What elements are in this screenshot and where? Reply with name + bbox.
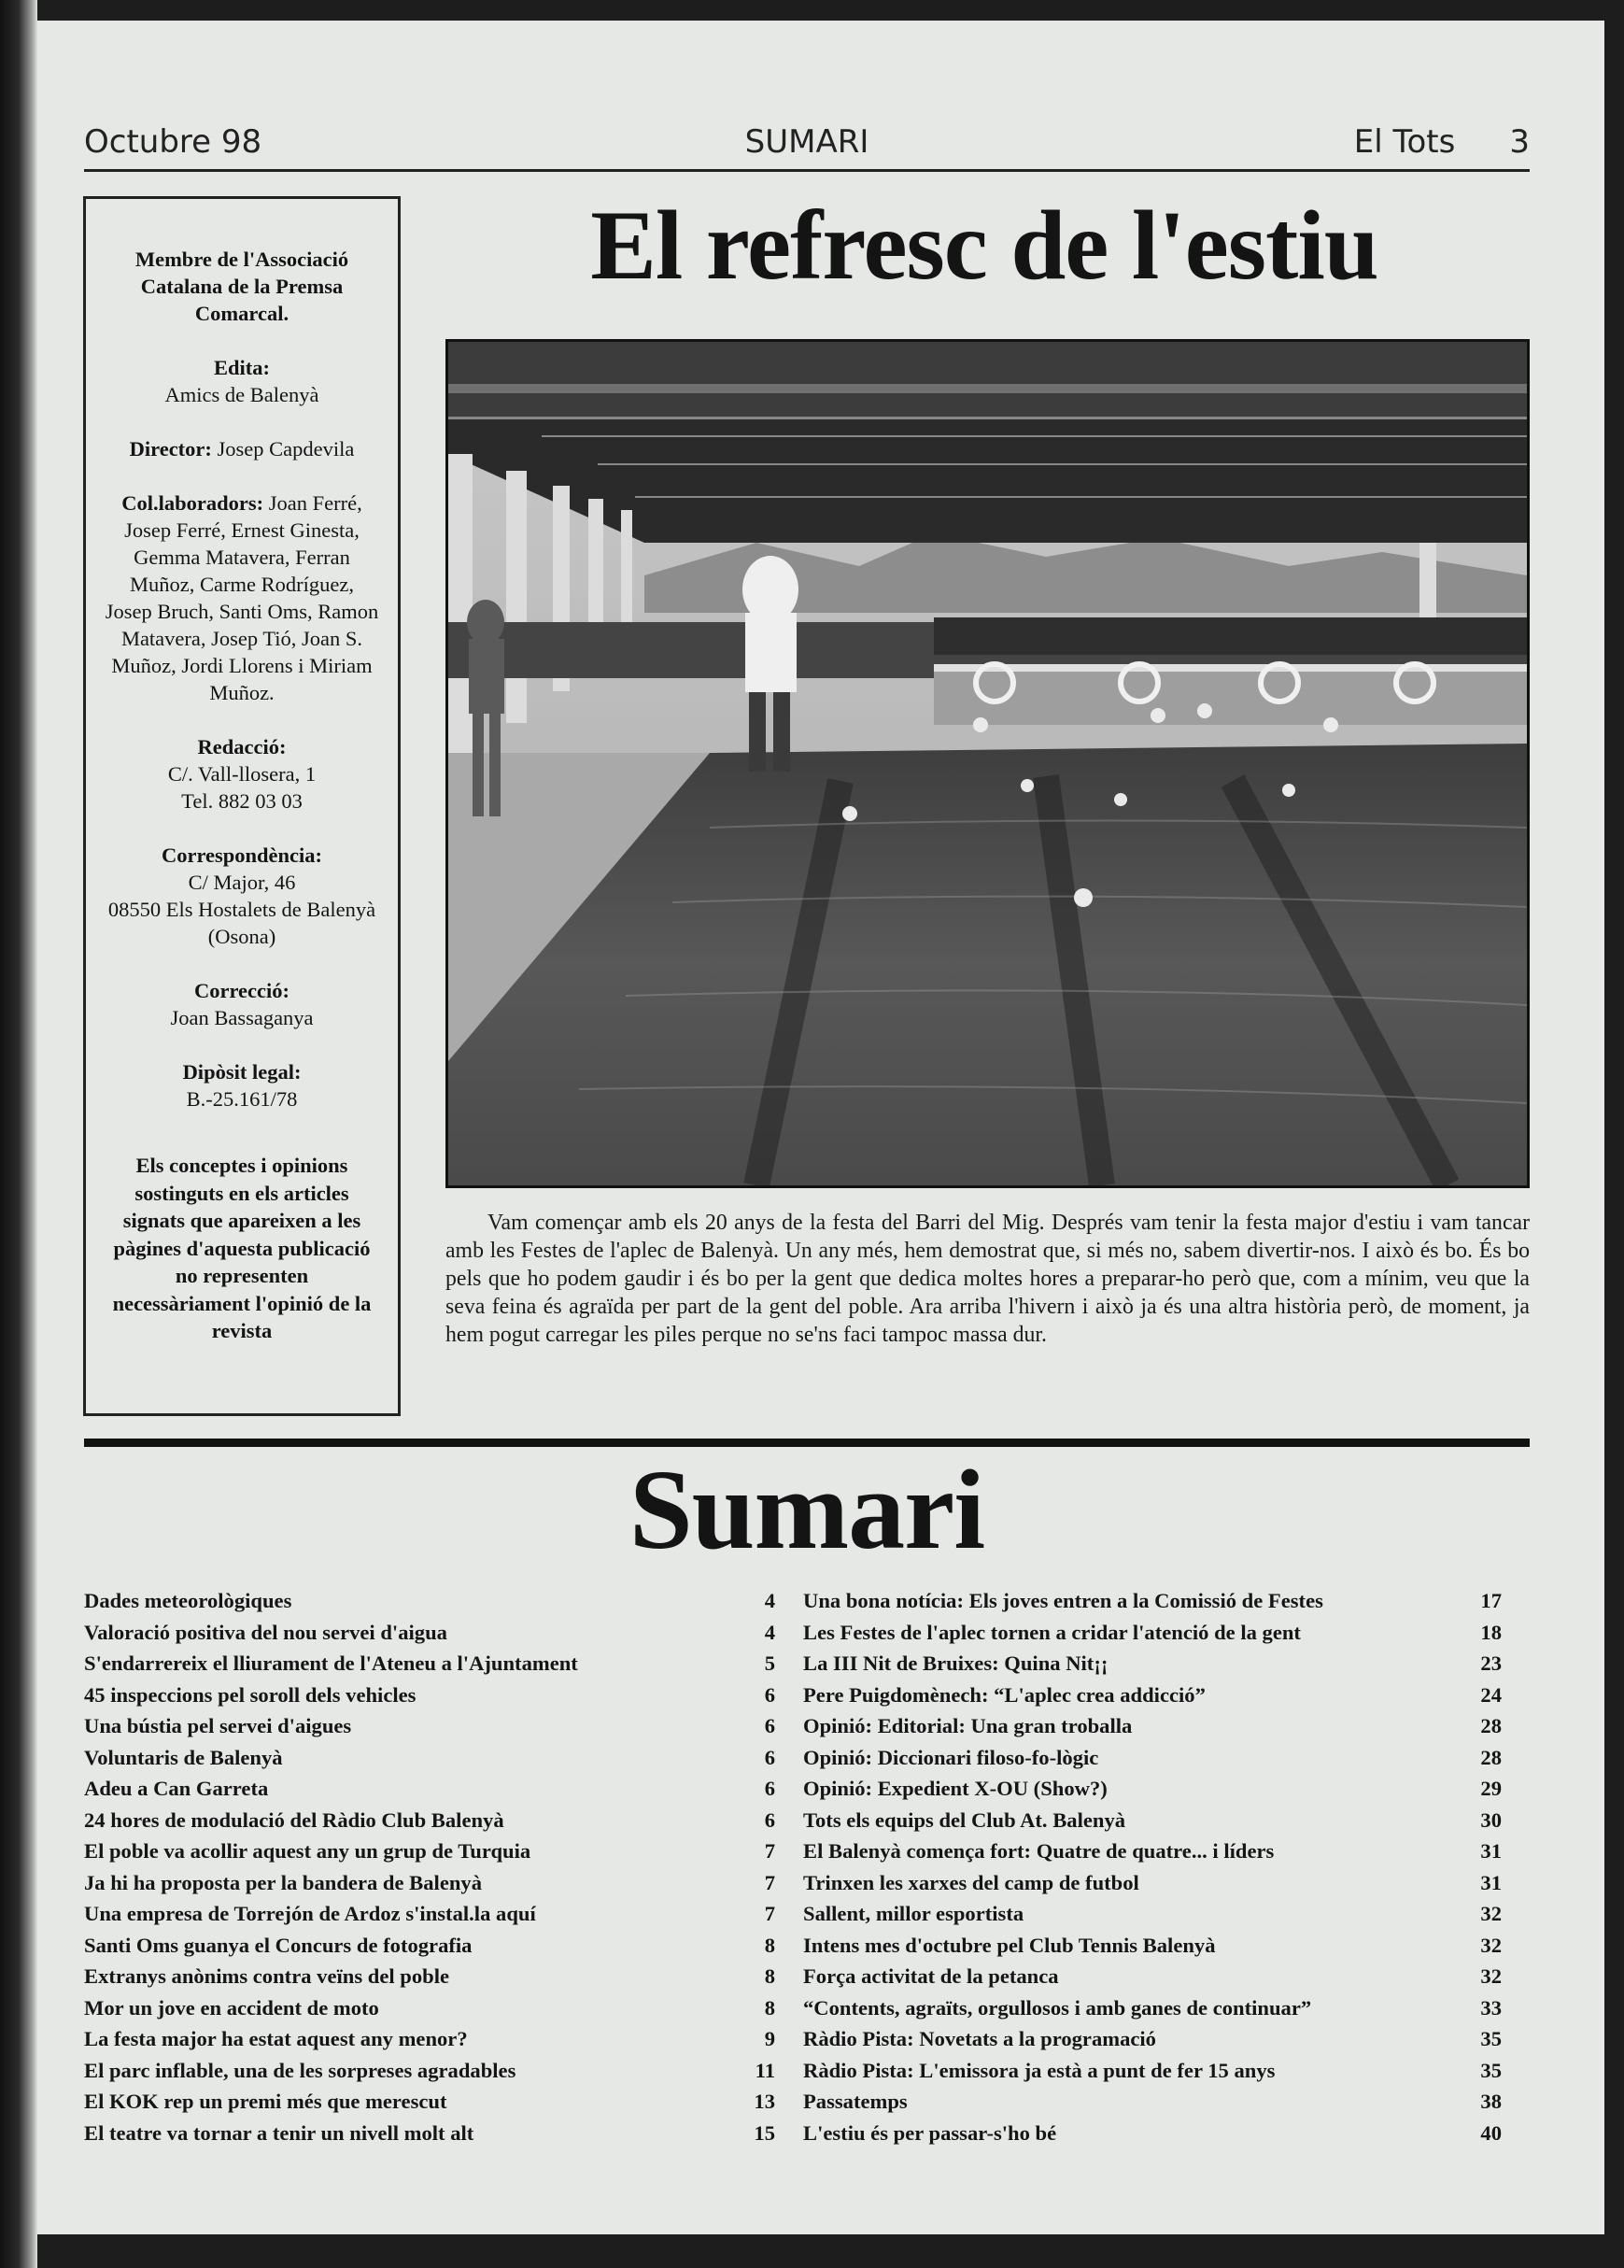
- toc-entry-page: 23: [1480, 1651, 1502, 1675]
- swimming-pool-photo: [445, 339, 1530, 1188]
- toc-entry-title: 45 inspeccions pel soroll dels vehicles: [84, 1682, 417, 1707]
- toc-entry-title: La III Nit de Bruixes: Quina Nit¡¡: [803, 1651, 1109, 1675]
- correspondence-label: Correspondència:: [161, 843, 323, 867]
- toc-entry-page: 11: [755, 2058, 775, 2082]
- toc-entry-page: 7: [764, 1839, 775, 1863]
- toc-entry-page: 6: [764, 1714, 775, 1737]
- toc-entry-page: 31: [1480, 1870, 1502, 1894]
- toc-entry-page: 28: [1480, 1714, 1502, 1737]
- toc-entry: [84, 1992, 775, 2024]
- toc-entry-title: Valoració positiva del nou servei d'aigua: [84, 1620, 447, 1644]
- toc-entry-title: El teatre va tornar a tenir un nivell molt alt: [84, 2120, 474, 2145]
- editorial-office-block: [105, 733, 379, 815]
- editorial-address: C/. Vall-llosera, 1: [167, 762, 317, 786]
- toc-entry: [803, 1961, 1502, 1992]
- toc-entry-page: 29: [1480, 1777, 1502, 1800]
- editorial-phone: Tel. 882 03 03: [181, 789, 303, 813]
- disclaimer: Els conceptes i opinions sostinguts en els articles signats que apareixen a les pàgines d'aquesta publicació no representen necessàriament l'opinió de la revista: [112, 1154, 372, 1342]
- pool-photo-illustration: [448, 342, 1527, 1185]
- toc-entry-page: 7: [764, 1902, 775, 1925]
- proofreading-block: [105, 977, 379, 1031]
- toc-entry-title: La festa major ha estat aquest any menor?: [84, 2027, 468, 2050]
- toc-entry: [84, 1961, 775, 1992]
- toc-entry-title: Santi Oms guanya el Concurs de fotografia: [84, 1933, 473, 1957]
- proofreading-label: Correcció:: [193, 979, 290, 1002]
- toc-entry-title: Força activitat de la petanca: [803, 1964, 1059, 1988]
- toc-entry: [803, 1617, 1502, 1649]
- toc-entry-title: S'endarrereix el lliurament de l'Ateneu a l'Ajuntament: [84, 1651, 578, 1675]
- scan-binding-edge: [0, 0, 37, 2268]
- toc-entry: [803, 1680, 1502, 1711]
- editorial-label: Redacció:: [197, 735, 287, 758]
- toc-entry-title: Pere Puigdomènech: “L'aplec crea addicció”: [803, 1682, 1206, 1707]
- toc-entry-title: Una bona notícia: Els joves entren a la Comissió de Festes: [803, 1589, 1323, 1612]
- toc-entry-title: “Contents, agraïts, orgullosos i amb ganes de continuar”: [803, 1995, 1312, 2020]
- issue-date: Octubre 98: [84, 123, 262, 161]
- toc-entry: [84, 1617, 775, 1649]
- toc-entry-page: 35: [1480, 2058, 1502, 2082]
- toc-entry: [84, 1867, 775, 1899]
- toc-left-column: [84, 1585, 775, 2148]
- toc-entry-page: 17: [1480, 1589, 1502, 1612]
- toc-entry: [803, 2086, 1502, 2118]
- toc-entry-title: El Balenyà comença fort: Quatre de quatre... i líders: [803, 1839, 1275, 1863]
- toc-entry-page: 38: [1480, 2090, 1502, 2113]
- toc-entry: [803, 1648, 1502, 1680]
- toc-entry: [84, 1585, 775, 1617]
- page-number: 3: [1509, 123, 1530, 161]
- proofreader: Joan Bassaganya: [170, 1006, 314, 1029]
- toc-entry: [803, 1992, 1502, 2024]
- toc-entry-title: Les Festes de l'aplec tornen a cridar l'atenció de la gent: [803, 1620, 1301, 1644]
- collaborators: Joan Ferré, Josep Ferré, Ernest Ginesta, Gemma Matavera, Ferran Muñoz, Carme Rodríguez, Josep Bruch, Santi Oms, Ramon Matavera, Josep Tió, Joan S. Muñoz, Jordi Llorens i Miriam Muñoz.: [105, 491, 379, 704]
- toc-entry-page: 7: [764, 1870, 775, 1894]
- toc-entry: [84, 1773, 775, 1805]
- correspondence-town: 08550 Els Hostalets de Balenyà (Osona): [107, 898, 376, 948]
- toc-entry-page: 4: [764, 1620, 775, 1644]
- toc-entry-page: 32: [1480, 1902, 1502, 1925]
- toc-entry-title: Intens mes d'octubre pel Club Tennis Balenyà: [803, 1933, 1216, 1957]
- toc-entry: [803, 2023, 1502, 2055]
- toc-entry: [803, 1836, 1502, 1867]
- publisher-block: [105, 354, 379, 408]
- feature-headline: El refresc de l'estiu: [590, 191, 1378, 300]
- publisher-label: Edita:: [213, 356, 270, 379]
- toc-entry-title: Passatemps: [803, 2090, 908, 2113]
- legal-deposit-block: [105, 1058, 379, 1113]
- running-header: [84, 105, 1530, 172]
- sumari-divider: [84, 1439, 1530, 1447]
- legal-deposit-label: Dipòsit legal:: [182, 1060, 302, 1084]
- collaborators-label: Col.laboradors:: [121, 491, 264, 515]
- correspondence-street: C/ Major, 46: [188, 871, 296, 894]
- toc-entry-page: 35: [1480, 2027, 1502, 2050]
- toc-entry-title: Sallent, millor esportista: [803, 1902, 1024, 1925]
- toc-entry-title: Ràdio Pista: L'emissora ja està a punt de fer 15 anys: [803, 2058, 1276, 2082]
- toc-entry: [84, 1836, 775, 1867]
- toc-entry-title: Tots els equips del Club At. Balenyà: [803, 1807, 1126, 1832]
- director-label: Director:: [129, 437, 212, 461]
- toc-entry: [84, 1648, 775, 1680]
- toc-entry-page: 4: [764, 1589, 775, 1612]
- toc-entry-title: Una bústia pel servei d'aigues: [84, 1714, 352, 1737]
- toc-entry-page: 28: [1480, 1745, 1502, 1769]
- toc-entry-page: 15: [754, 2120, 775, 2145]
- header-rule: [84, 169, 1530, 172]
- toc-entry-page: 33: [1480, 1995, 1502, 2020]
- toc-entry-page: 5: [764, 1651, 775, 1675]
- toc-entry-page: 8: [764, 1933, 775, 1957]
- toc-entry-page: 13: [754, 2090, 775, 2113]
- toc-entry-title: Extranys anònims contra veïns del poble: [84, 1964, 450, 1988]
- toc-entry-title: El parc inflable, una de les sorpreses agradables: [84, 2058, 516, 2082]
- toc-entry-page: 24: [1480, 1682, 1502, 1707]
- publication-and-page: [1354, 123, 1530, 161]
- toc-entry-page: 6: [764, 1682, 775, 1707]
- toc-entry-page: 32: [1480, 1933, 1502, 1957]
- toc-entry: [803, 1710, 1502, 1742]
- toc-entry-title: Ja hi ha proposta per la bandera de Balenyà: [84, 1870, 483, 1894]
- sumari-heading: Sumari: [628, 1447, 985, 1573]
- toc-entry-title: Opinió: Expedient X-OU (Show?): [803, 1777, 1108, 1800]
- toc-entry-page: 30: [1480, 1807, 1502, 1832]
- toc-entry-title: Ràdio Pista: Novetats a la programació: [803, 2027, 1156, 2050]
- director-block: [105, 435, 379, 462]
- toc-entry: [84, 2086, 775, 2118]
- publication-name: El Tots: [1353, 123, 1456, 161]
- toc-entry-title: Una empresa de Torrejón de Ardoz s'instal.la aquí: [84, 1902, 536, 1925]
- toc-entry-title: El KOK rep un premi més que merescut: [84, 2090, 447, 2113]
- toc-entry: [84, 1742, 775, 1774]
- toc-entry-page: 9: [764, 2027, 775, 2050]
- toc-entry: [803, 1930, 1502, 1962]
- toc-entry-title: Dades meteorològiques: [84, 1589, 292, 1612]
- toc-entry-page: 6: [764, 1745, 775, 1769]
- toc-entry: [803, 2055, 1502, 2087]
- publisher: Amics de Balenyà: [164, 383, 319, 406]
- section-name: SUMARI: [744, 123, 869, 161]
- toc-entry: [803, 1898, 1502, 1930]
- director: Josep Capdevila: [217, 437, 355, 461]
- toc-entry-page: 31: [1480, 1839, 1502, 1863]
- collaborators-block: [105, 489, 379, 706]
- toc-entry: [84, 2023, 775, 2055]
- toc-entry: [803, 1773, 1502, 1805]
- toc-entry-title: 24 hores de modulació del Ràdio Club Balenyà: [84, 1807, 504, 1832]
- membership-note: Membre de l'Associació Catalana de la Premsa Comarcal.: [134, 248, 349, 325]
- toc-entry: [84, 1805, 775, 1836]
- toc-entry-page: 40: [1480, 2120, 1502, 2145]
- toc-entry: [803, 1805, 1502, 1836]
- toc-entry: [84, 1898, 775, 1930]
- toc-entry-title: Opinió: Diccionari filoso-fo-lògic: [803, 1745, 1099, 1769]
- toc-entry: [84, 2118, 775, 2149]
- toc-entry-title: El poble va acollir aquest any un grup de Turquia: [84, 1839, 531, 1863]
- toc-entry-page: 8: [764, 1995, 775, 2020]
- toc-entry-title: Trinxen les xarxes del camp de futbol: [803, 1870, 1139, 1894]
- toc-entry-title: Opinió: Editorial: Una gran troballa: [803, 1714, 1133, 1737]
- toc-entry-title: Mor un jove en accident de moto: [84, 1995, 379, 2020]
- toc-entry: [803, 1585, 1502, 1617]
- toc-entry: [803, 1742, 1502, 1774]
- toc-entry-page: 18: [1480, 1620, 1502, 1644]
- toc-entry-page: 32: [1480, 1964, 1502, 1988]
- toc-entry: [84, 1930, 775, 1962]
- toc-entry-title: Voluntaris de Balenyà: [84, 1745, 283, 1769]
- toc-entry: [84, 1710, 775, 1742]
- correspondence-block: [105, 842, 379, 950]
- toc-entry: [803, 2118, 1502, 2149]
- toc-right-column: [803, 1585, 1502, 2148]
- toc-entry-page: 6: [764, 1777, 775, 1800]
- toc-entry-page: 6: [764, 1807, 775, 1832]
- toc-entry: [84, 1680, 775, 1711]
- toc-entry-title: Adeu a Can Garreta: [84, 1777, 269, 1800]
- legal-deposit: B.-25.161/78: [186, 1087, 298, 1111]
- feature-caption: Vam començar amb els 20 anys de la festa del Barri del Mig. Després vam tenir la festa major d'estiu i vam tancar amb les Festes de l'aplec de Balenyà. Un any més, hem demostrat que, si més no, sabem divertir-nos. I això és bo. És bo pels que ho podem gaudir i és bo per la gent que dedica moltes hores a preparar-ho però que, com a mínim, veu que la seva feina és agraïda per part de la gent del poble. Ara arriba l'hivern i això ja és una altra història però, de moment, ja hem pogut carregar les piles perque no se'ns faci tampoc massa dur.: [445, 1211, 1530, 1347]
- toc-entry: [84, 2055, 775, 2087]
- toc-entry-page: 8: [764, 1964, 775, 1988]
- masthead-box: [83, 196, 401, 1416]
- toc-entry-title: L'estiu és per passar-s'ho bé: [803, 2120, 1057, 2145]
- toc-entry: [803, 1867, 1502, 1899]
